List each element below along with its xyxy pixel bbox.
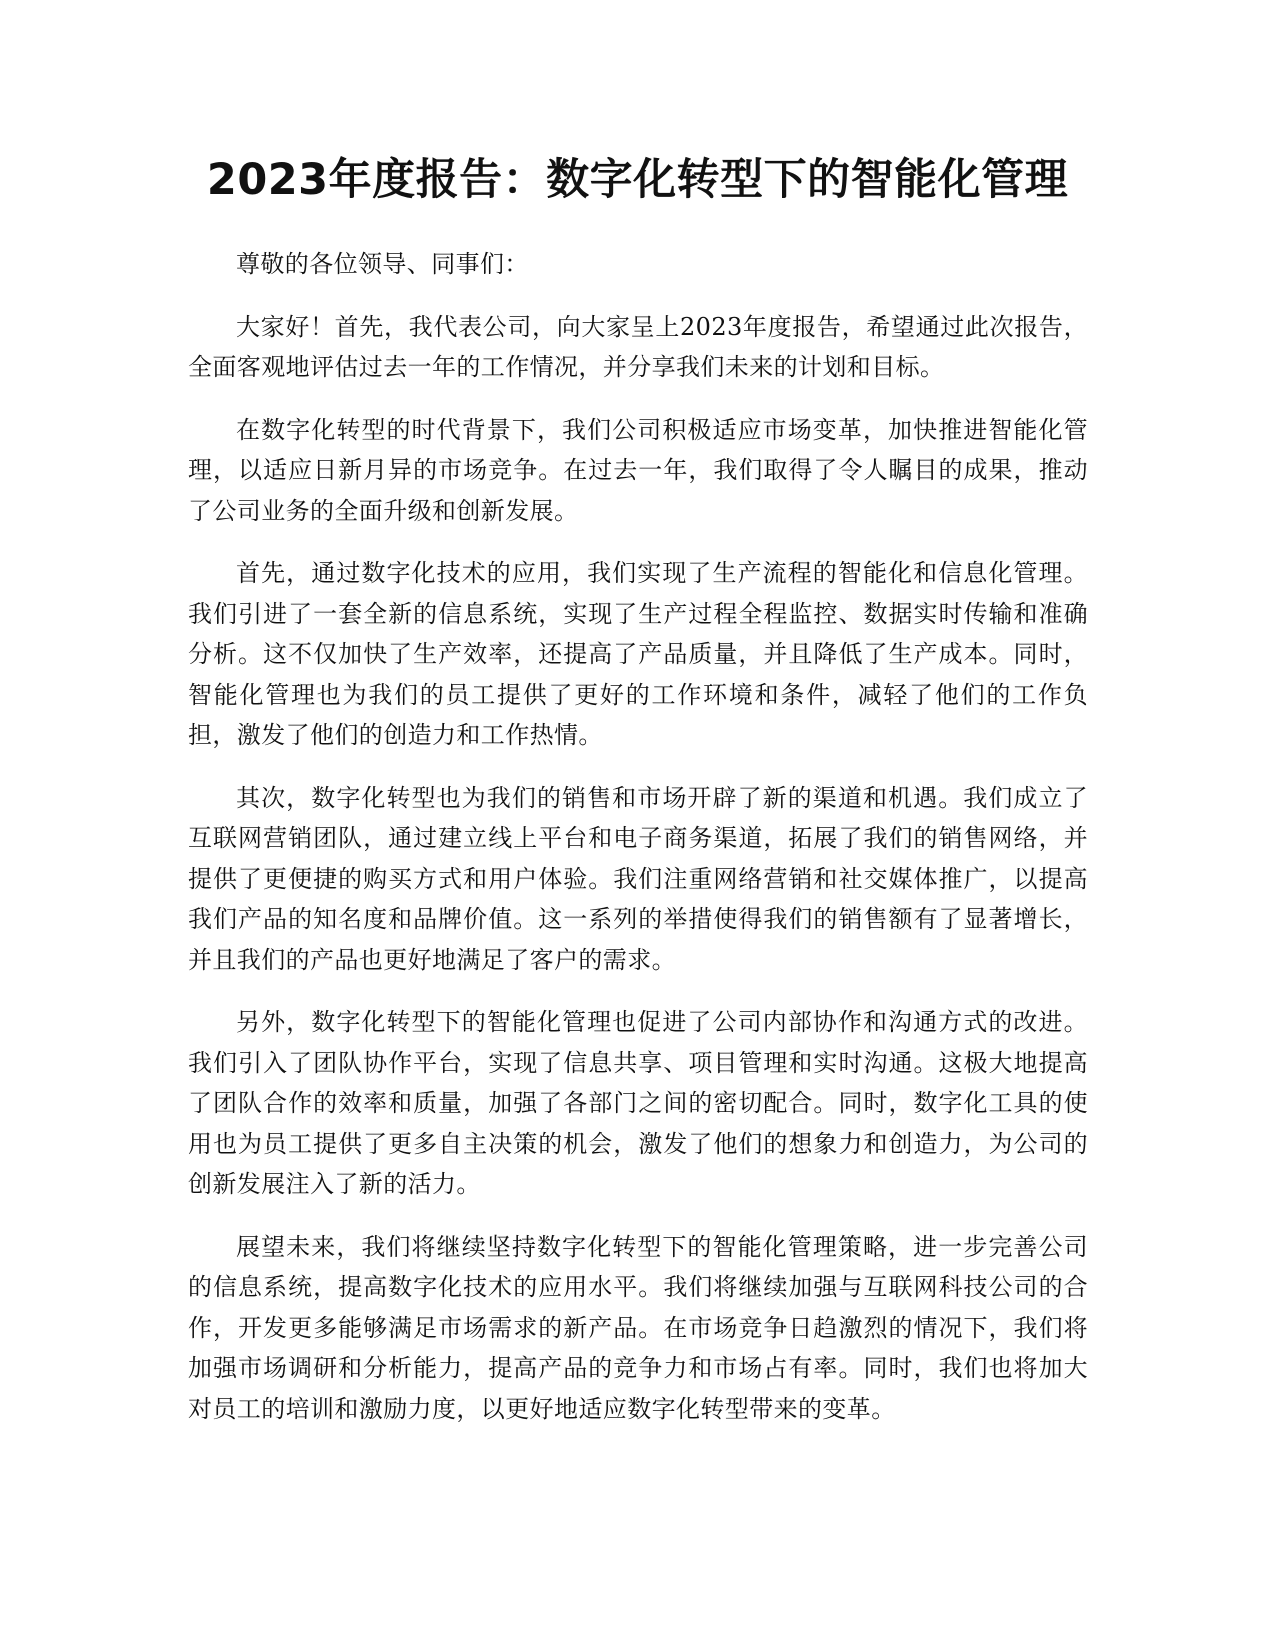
paragraph-collaboration: 另外，数字化转型下的智能化管理也促进了公司内部协作和沟通方式的改进。我们引入了团队协作平台，实现了信息共享、项目管理和实时沟通。这极大地提高了团队合作的效率和质量，加强了各部门之间的密切配合。同时，数字化工具的使用也为员工提供了更多自主决策的机会，激发了他们的想象力和创造力，为公司的创新发展注入了新的活力。 xyxy=(188,1008,1088,1198)
paragraph-introduction: 大家好！首先，我代表公司，向大家呈上2023年度报告，希望通过此次报告，全面客观地评估过去一年的工作情况，并分享我们未来的计划和目标。 xyxy=(188,312,1088,381)
document-title: 2023年度报告：数字化转型下的智能化管理 xyxy=(206,155,1069,205)
paragraph-production: 首先，通过数字化技术的应用，我们实现了生产流程的智能化和信息化管理。我们引进了一套全新的信息系统，实现了生产过程全程监控、数据实时传输和准确分析。这不仅加快了生产效率，还提高了产品质量，并且降低了生产成本。同时，智能化管理也为我们的员工提供了更好的工作环境和条件，减轻了他们的工作负担，激发了他们的创造力和工作热情。 xyxy=(188,559,1088,749)
paragraph-background: 在数字化转型的时代背景下，我们公司积极适应市场变革，加快推进智能化管理，以适应日新月异的市场竞争。在过去一年，我们取得了令人瞩目的成果，推动了公司业务的全面升级和创新发展。 xyxy=(188,415,1088,525)
paragraph-outlook: 展望未来，我们将继续坚持数字化转型下的智能化管理策略，进一步完善公司的信息系统，提高数字化技术的应用水平。我们将继续加强与互联网科技公司的合作，开发更多能够满足市场需求的新产品。在市场竞争日趋激烈的情况下，我们将加强市场调研和分析能力，提高产品的竞争力和市场占有率。同时，我们也将加大对员工的培训和激励力度，以更好地适应数字化转型带来的变革。 xyxy=(188,1232,1088,1423)
paragraph-sales: 其次，数字化转型也为我们的销售和市场开辟了新的渠道和机遇。我们成立了互联网营销团队，通过建立线上平台和电子商务渠道，拓展了我们的销售网络，并提供了更便捷的购买方式和用户体验。我们注重网络营销和社交媒体推广，以提高我们产品的知名度和品牌价值。这一系列的举措使得我们的销售额有了显著增长，并且我们的产品也更好地满足了客户的需求。 xyxy=(188,783,1088,974)
document-body xyxy=(188,244,1088,1451)
paragraph-greeting: 尊敬的各位领导、同事们： xyxy=(236,250,529,278)
